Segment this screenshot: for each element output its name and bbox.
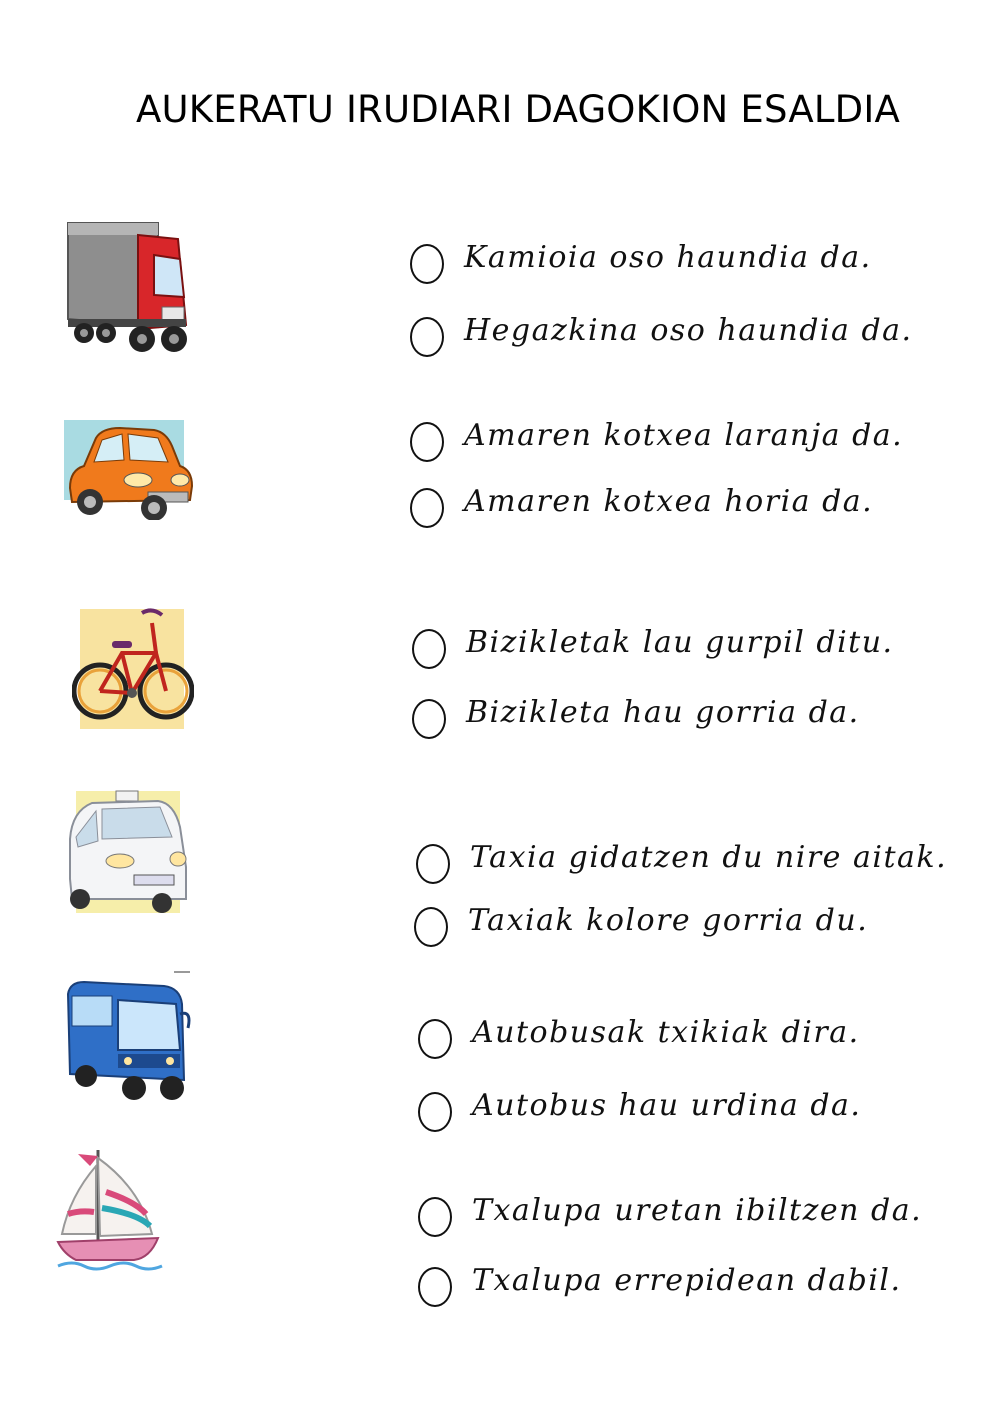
answer-label: Autobusak txikiak dira. [472,1015,860,1050]
taxi-picture [62,787,190,917]
worksheet-title: AUKERATU IRUDIARI DAGOKION ESALDIA [136,88,900,131]
answer-label: Taxiak kolore gorria du. [468,903,869,938]
answer-radio[interactable] [418,1019,452,1059]
answer-radio[interactable] [410,317,444,357]
answer-label: Bizikleta hau gorria da. [466,695,860,730]
answer-radio[interactable] [410,422,444,462]
answer-radio[interactable] [418,1267,452,1307]
answer-radio[interactable] [412,629,446,669]
answer-label: Txalupa errepidean dabil. [472,1263,902,1298]
bus-picture [64,970,192,1104]
answer-label: Kamioia oso haundia da. [464,240,872,275]
answer-label: Bizikletak lau gurpil ditu. [466,625,894,660]
answer-radio[interactable] [416,844,450,884]
answer-radio[interactable] [410,488,444,528]
car-picture [62,418,196,520]
answer-radio[interactable] [412,699,446,739]
answer-label: Hegazkina oso haundia da. [464,313,913,348]
bicycle-picture [72,603,194,735]
truck-picture [62,215,194,357]
answer-label: Taxia gidatzen du nire aitak. [470,840,948,875]
answer-label: Autobus hau urdina da. [472,1088,862,1123]
answer-label: Amaren kotxea horia da. [464,484,874,519]
answer-radio[interactable] [418,1197,452,1237]
answer-label: Txalupa uretan ibiltzen da. [472,1193,923,1228]
answer-radio[interactable] [418,1092,452,1132]
answer-label: Amaren kotxea laranja da. [464,418,904,453]
answer-radio[interactable] [410,244,444,284]
answer-radio[interactable] [414,907,448,947]
sailboat-picture [54,1148,166,1274]
